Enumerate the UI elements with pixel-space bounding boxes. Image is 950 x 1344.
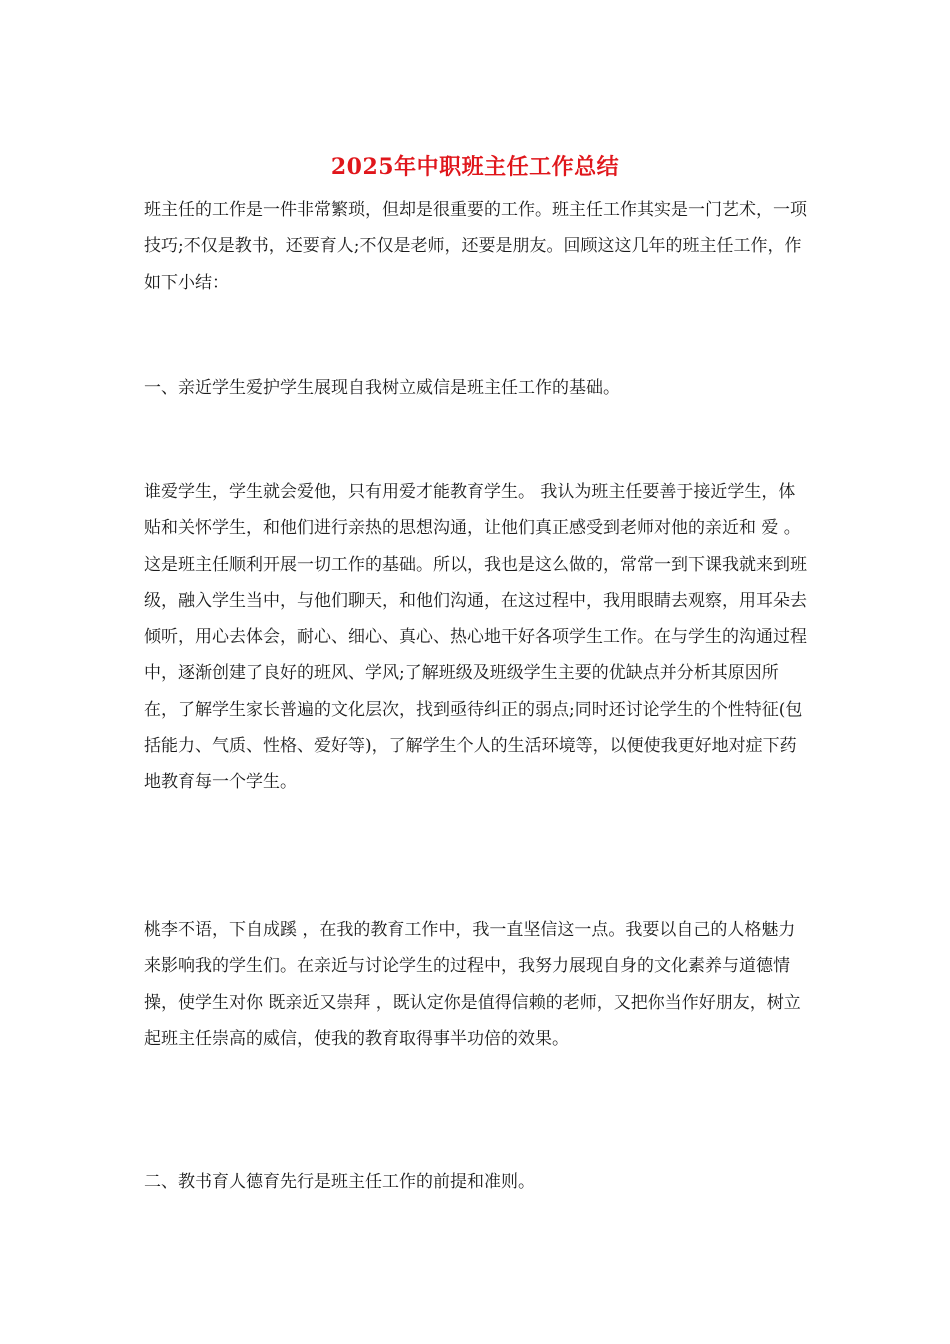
body-paragraph-1: 谁爱学生，学生就会爱他，只有用爱才能教育学生。 我认为班主任要善于接近学生，体贴和关怀学生，和他们进行亲热的思想沟通，让他们真正感受到老师对他的亲近和 爱 。这是班主任顺利开展一切工作的基础。所以，我也是这么做的，常常一到下课我就来到班级，融入学生当中，与他们聊天，和他们沟通，在这过程中，我用眼睛去观察，用耳朵去倾听，用心去体会，耐心、细心、真心、热心地干好各项学生工作。在与学生的沟通过程中，逐渐创建了良好的班风、学风;了解班级及班级学生主要的优缺点并分析其原因所在，了解学生家长普遍的文化层次，找到亟待纠正的弱点;同时还讨论学生的个性特征(包括能力、气质、性格、爱好等)，了解学生个人的生活环境等，以便使我更好地对症下药地教育每一个学生。 — [144, 482, 807, 793]
document-title: 2025年中职班主任工作总结 — [330, 154, 620, 180]
body-paragraph-2: 桃李不语，下自成蹊 ，在我的教育工作中，我一直坚信这一点。我要以自己的人格魅力来影响我的学生们。在亲近与讨论学生的过程中，我努力展现自身的文化素养与道德情操，使学生对你 既亲近又崇拜 ，既认定你是值得信赖的老师，又把你当作好朋友，树立起班主任崇高的威信，使我的教育取得事半功倍的效果。 — [144, 920, 801, 1049]
section-heading-1: 一、亲近学生爱护学生展现自我树立威信是班主任工作的基础。 — [144, 378, 620, 398]
intro-paragraph: 班主任的工作是一件非常繁琐，但却是很重要的工作。班主任工作其实是一门艺术，一项技巧;不仅是教书，还要育人;不仅是老师，还要是朋友。回顾这这几年的班主任工作，作如下小结： — [144, 200, 807, 293]
section-heading-2: 二、教书育人德育先行是班主任工作的前提和准则。 — [144, 1172, 535, 1192]
